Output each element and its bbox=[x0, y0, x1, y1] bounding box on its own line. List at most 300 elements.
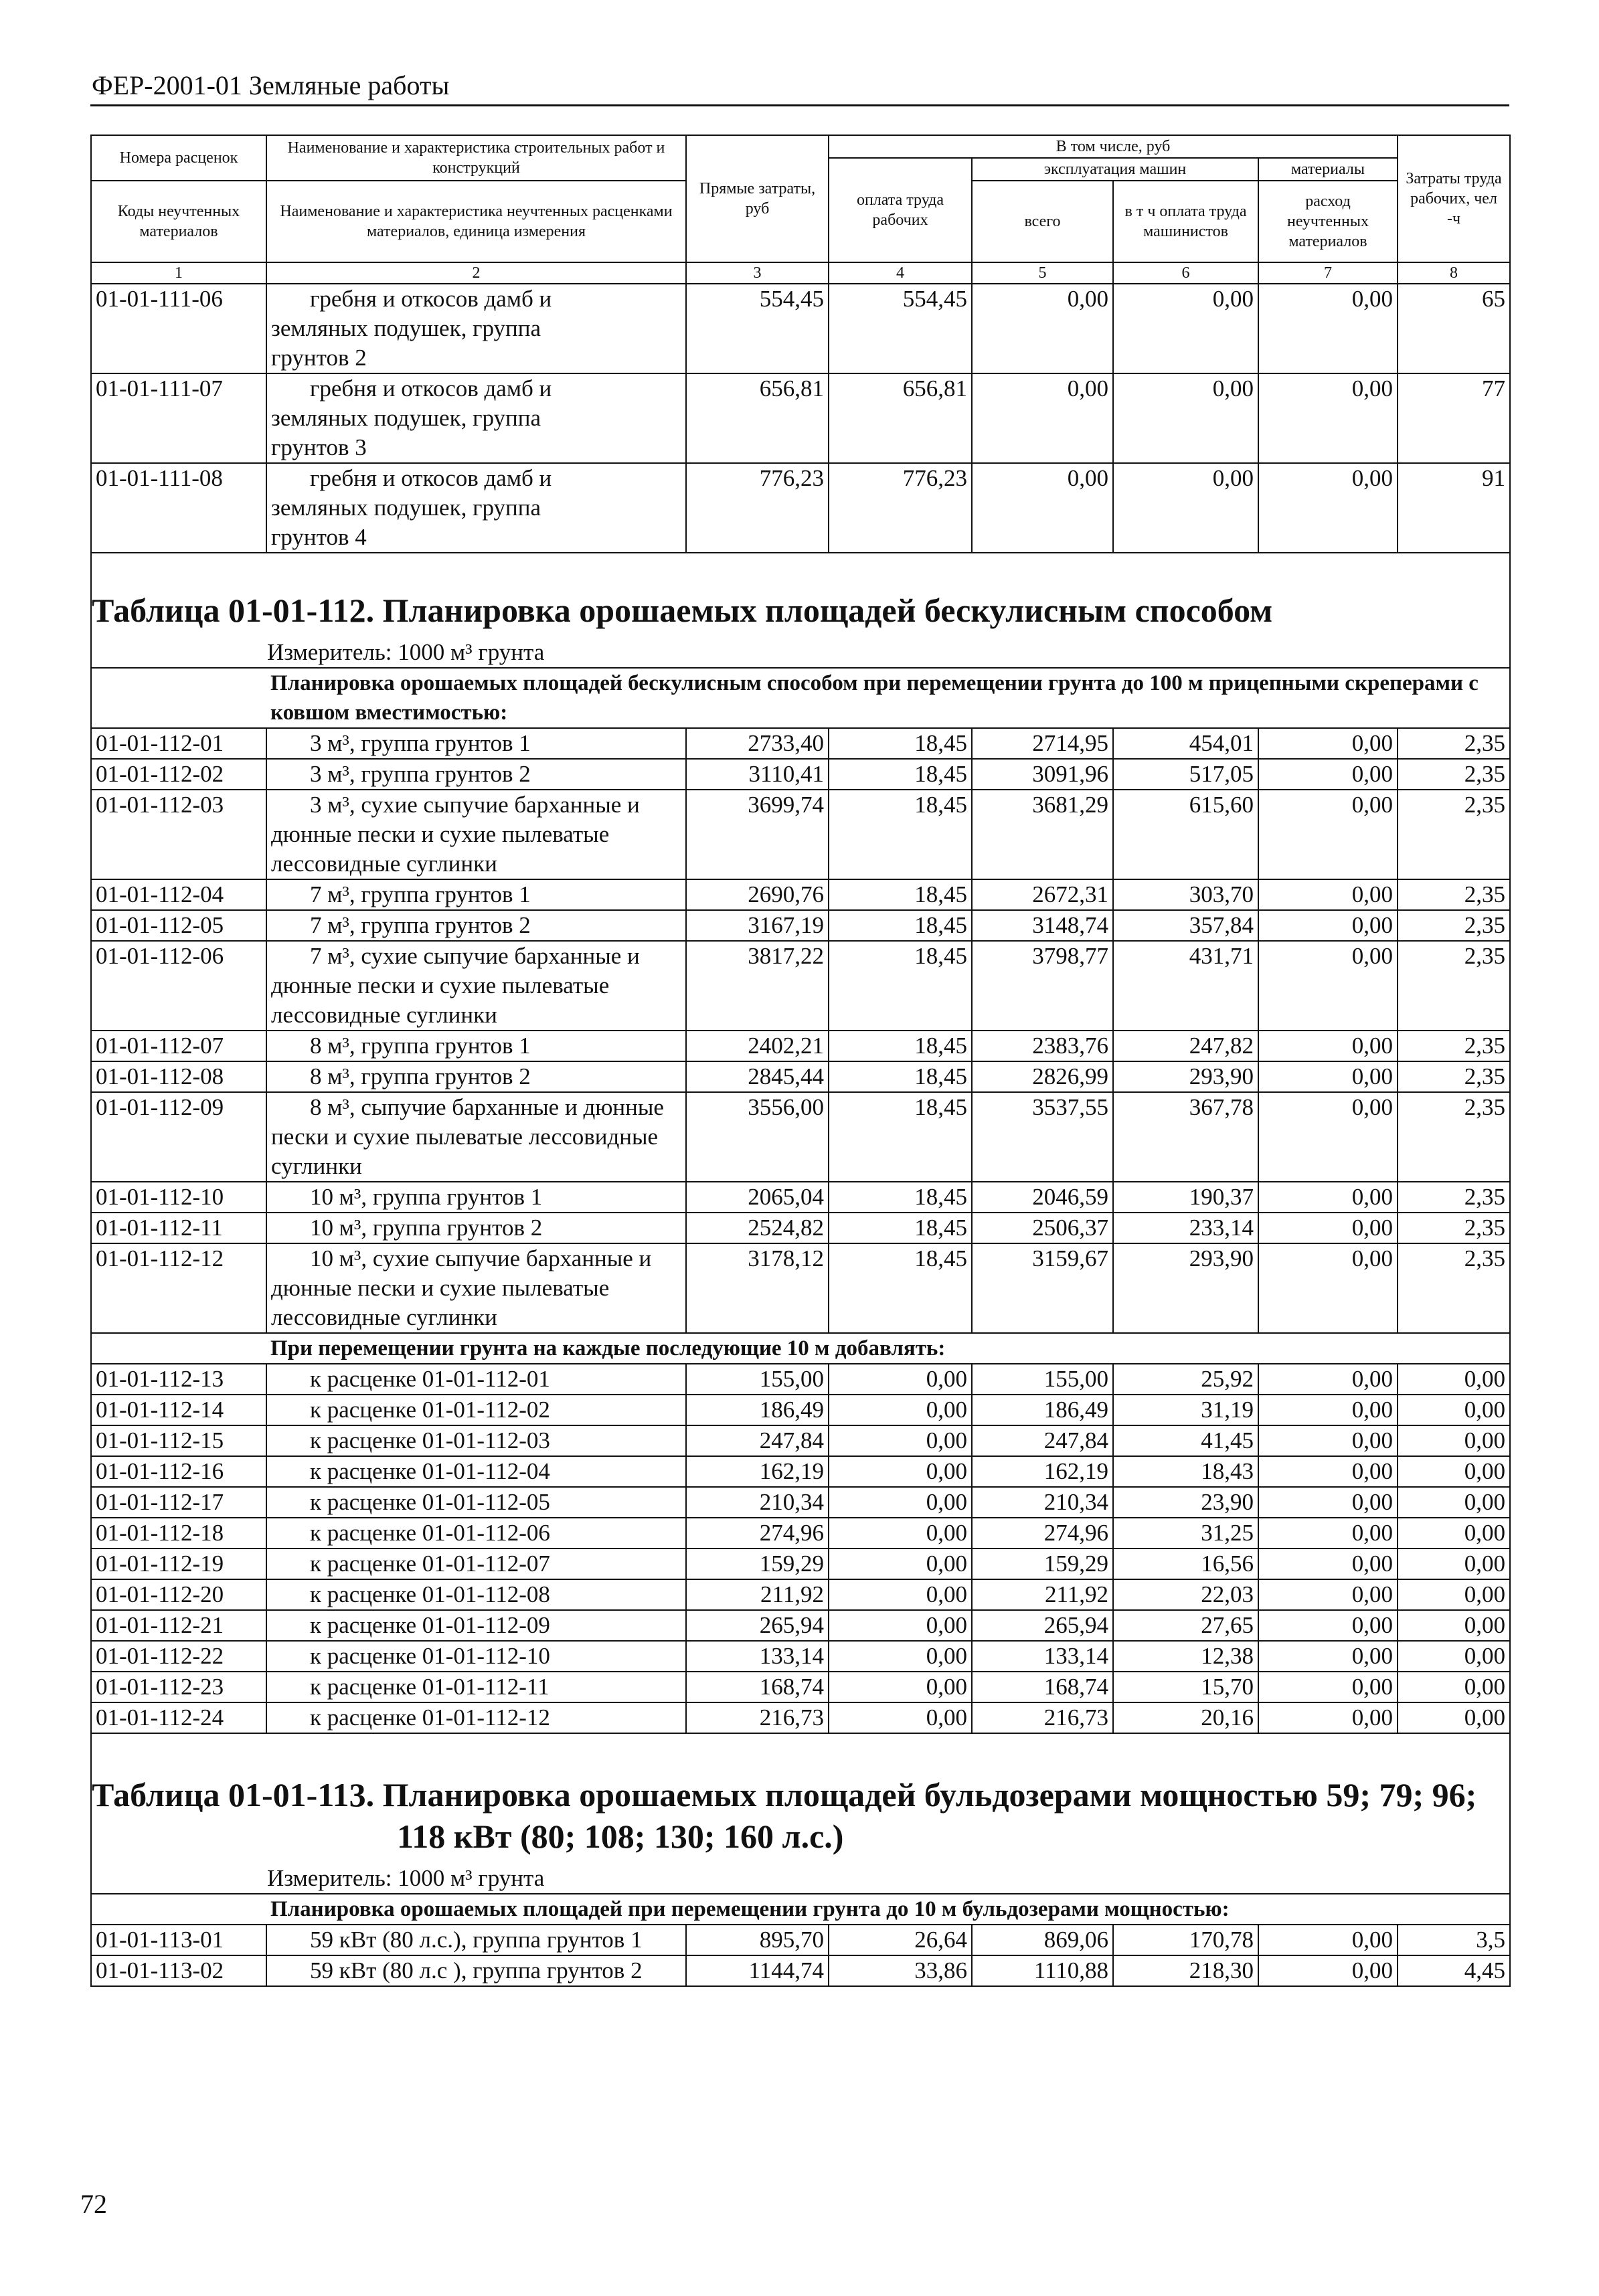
work-name: к расценке 01-01-112-10 bbox=[266, 1641, 686, 1672]
labor-hours: 2,35 bbox=[1398, 910, 1510, 941]
machines-total: 168,74 bbox=[972, 1672, 1113, 1702]
col-header-rate-number: Номера расценок bbox=[91, 135, 266, 181]
labor-hours: 0,00 bbox=[1398, 1549, 1510, 1579]
col-header-including: В том числе, руб bbox=[829, 135, 1398, 158]
labor-pay: 656,81 bbox=[829, 373, 972, 463]
material-consumption: 0,00 bbox=[1258, 941, 1398, 1031]
direct-costs: 210,34 bbox=[686, 1487, 829, 1518]
rate-code: 01-01-112-19 bbox=[91, 1549, 266, 1579]
material-consumption: 0,00 bbox=[1258, 1031, 1398, 1061]
material-consumption: 0,00 bbox=[1258, 1061, 1398, 1092]
work-name: 7 м³, сухие сыпучие барханные и дюнные пески и сухие пылеватые лессовидные суглинки bbox=[266, 941, 686, 1031]
direct-costs: 554,45 bbox=[686, 284, 829, 373]
column-number: 7 bbox=[1258, 262, 1398, 284]
table-row bbox=[91, 879, 1510, 910]
work-name-line: гребня и откосов дамб и bbox=[310, 465, 552, 491]
labor-hours: 91 bbox=[1398, 463, 1510, 553]
operators-pay: 0,00 bbox=[1113, 373, 1258, 463]
labor-hours: 0,00 bbox=[1398, 1641, 1510, 1672]
labor-pay: 18,45 bbox=[829, 910, 972, 941]
operators-pay: 12,38 bbox=[1113, 1641, 1258, 1672]
machines-total: 155,00 bbox=[972, 1364, 1113, 1395]
rate-code: 01-01-112-15 bbox=[91, 1425, 266, 1456]
labor-hours: 0,00 bbox=[1398, 1579, 1510, 1610]
direct-costs: 3699,74 bbox=[686, 790, 829, 879]
operators-pay: 16,56 bbox=[1113, 1549, 1258, 1579]
labor-hours: 0,00 bbox=[1398, 1395, 1510, 1425]
work-name: к расценке 01-01-112-03 bbox=[266, 1425, 686, 1456]
work-name bbox=[266, 463, 686, 553]
labor-hours: 2,35 bbox=[1398, 1092, 1510, 1182]
machines-total: 211,92 bbox=[972, 1579, 1113, 1610]
labor-pay: 554,45 bbox=[829, 284, 972, 373]
work-name bbox=[266, 284, 686, 373]
rate-code: 01-01-112-05 bbox=[91, 910, 266, 941]
table-row bbox=[91, 1610, 1510, 1641]
operators-pay: 23,90 bbox=[1113, 1487, 1258, 1518]
rate-code: 01-01-112-14 bbox=[91, 1395, 266, 1425]
machines-total: 3148,74 bbox=[972, 910, 1113, 941]
direct-costs: 162,19 bbox=[686, 1456, 829, 1487]
work-name-line: грунтов 2 bbox=[271, 345, 367, 371]
material-consumption: 0,00 bbox=[1258, 1549, 1398, 1579]
operators-pay: 431,71 bbox=[1113, 941, 1258, 1031]
work-name: к расценке 01-01-112-09 bbox=[266, 1610, 686, 1641]
labor-hours: 2,35 bbox=[1398, 941, 1510, 1031]
work-name bbox=[266, 373, 686, 463]
col-header-machines-total: всего bbox=[972, 181, 1113, 262]
labor-pay: 0,00 bbox=[829, 1518, 972, 1549]
material-consumption: 0,00 bbox=[1258, 463, 1398, 553]
page-number: 72 bbox=[80, 2189, 107, 2219]
labor-pay: 0,00 bbox=[829, 1425, 972, 1456]
col-header-labor-pay: оплата труда рабочих bbox=[829, 158, 972, 262]
operators-pay: 367,78 bbox=[1113, 1092, 1258, 1182]
col-header-material-consumption: расход неучтенных материалов bbox=[1258, 181, 1398, 262]
machines-total: 210,34 bbox=[972, 1487, 1113, 1518]
machines-total: 0,00 bbox=[972, 373, 1113, 463]
labor-hours: 2,35 bbox=[1398, 1031, 1510, 1061]
table-113-title-line-2: 118 кВт (80; 108; 130; 160 л.с.) bbox=[397, 1818, 844, 1855]
column-number: 2 bbox=[266, 262, 686, 284]
rate-code: 01-01-112-10 bbox=[91, 1182, 266, 1213]
labor-hours: 2,35 bbox=[1398, 1213, 1510, 1243]
rate-code: 01-01-112-20 bbox=[91, 1579, 266, 1610]
machines-total: 186,49 bbox=[972, 1395, 1113, 1425]
col-header-materials: материалы bbox=[1258, 158, 1398, 181]
material-consumption: 0,00 bbox=[1258, 1702, 1398, 1733]
work-name: к расценке 01-01-112-07 bbox=[266, 1549, 686, 1579]
labor-pay: 0,00 bbox=[829, 1641, 972, 1672]
machines-total: 3091,96 bbox=[972, 759, 1113, 790]
work-name: 59 кВт (80 л.с.), группа грунтов 1 bbox=[266, 1925, 686, 1955]
rate-code: 01-01-112-13 bbox=[91, 1364, 266, 1395]
labor-pay: 0,00 bbox=[829, 1579, 972, 1610]
operators-pay: 31,19 bbox=[1113, 1395, 1258, 1425]
direct-costs: 656,81 bbox=[686, 373, 829, 463]
table-row bbox=[91, 1955, 1510, 1986]
direct-costs: 2524,82 bbox=[686, 1213, 829, 1243]
machines-total: 0,00 bbox=[972, 284, 1113, 373]
machines-total: 1110,88 bbox=[972, 1955, 1113, 1986]
col-header-operators-pay: в т ч оплата труда машинистов bbox=[1113, 181, 1258, 262]
table-112-title: Таблица 01-01-112. Планировка орошаемых площадей бескулисным способом bbox=[92, 592, 1273, 629]
machines-total: 159,29 bbox=[972, 1549, 1113, 1579]
work-name-line: земляных подушек, группа bbox=[271, 315, 541, 341]
material-consumption: 0,00 bbox=[1258, 1641, 1398, 1672]
operators-pay: 303,70 bbox=[1113, 879, 1258, 910]
direct-costs: 1144,74 bbox=[686, 1955, 829, 1986]
rate-code: 01-01-112-18 bbox=[91, 1518, 266, 1549]
rate-code: 01-01-112-03 bbox=[91, 790, 266, 879]
material-consumption: 0,00 bbox=[1258, 790, 1398, 879]
column-numbers-row bbox=[91, 262, 1510, 284]
labor-hours: 0,00 bbox=[1398, 1702, 1510, 1733]
labor-hours: 2,35 bbox=[1398, 759, 1510, 790]
table-row bbox=[91, 1031, 1510, 1061]
direct-costs: 2733,40 bbox=[686, 728, 829, 759]
operators-pay: 293,90 bbox=[1113, 1061, 1258, 1092]
direct-costs: 155,00 bbox=[686, 1364, 829, 1395]
rate-code: 01-01-112-12 bbox=[91, 1243, 266, 1333]
operators-pay: 15,70 bbox=[1113, 1672, 1258, 1702]
rate-code: 01-01-113-01 bbox=[91, 1925, 266, 1955]
labor-hours: 2,35 bbox=[1398, 790, 1510, 879]
labor-pay: 0,00 bbox=[829, 1549, 972, 1579]
direct-costs: 3556,00 bbox=[686, 1092, 829, 1182]
table-row bbox=[91, 1456, 1510, 1487]
running-header: ФЕР-2001-01 Земляные работы bbox=[90, 67, 1509, 106]
table-row bbox=[91, 1925, 1510, 1955]
machines-total: 3159,67 bbox=[972, 1243, 1113, 1333]
labor-hours: 0,00 bbox=[1398, 1610, 1510, 1641]
table-row bbox=[91, 1395, 1510, 1425]
table-row bbox=[91, 1672, 1510, 1702]
operators-pay: 41,45 bbox=[1113, 1425, 1258, 1456]
operators-pay: 0,00 bbox=[1113, 284, 1258, 373]
table-row bbox=[91, 941, 1510, 1031]
work-name: к расценке 01-01-112-05 bbox=[266, 1487, 686, 1518]
labor-pay: 18,45 bbox=[829, 1182, 972, 1213]
material-consumption: 0,00 bbox=[1258, 1395, 1398, 1425]
operators-pay: 615,60 bbox=[1113, 790, 1258, 879]
col-header-machines: эксплуатация машин bbox=[972, 158, 1258, 181]
direct-costs: 168,74 bbox=[686, 1672, 829, 1702]
direct-costs: 2845,44 bbox=[686, 1061, 829, 1092]
operators-pay: 517,05 bbox=[1113, 759, 1258, 790]
machines-total: 0,00 bbox=[972, 463, 1113, 553]
work-name: 10 м³, группа грунтов 1 bbox=[266, 1182, 686, 1213]
material-consumption: 0,00 bbox=[1258, 910, 1398, 941]
direct-costs: 2402,21 bbox=[686, 1031, 829, 1061]
machines-total: 869,06 bbox=[972, 1925, 1113, 1955]
work-name: 10 м³, группа грунтов 2 bbox=[266, 1213, 686, 1243]
column-number: 1 bbox=[91, 262, 266, 284]
work-name-line: гребня и откосов дамб и bbox=[310, 375, 552, 402]
machines-total: 2383,76 bbox=[972, 1031, 1113, 1061]
labor-hours: 0,00 bbox=[1398, 1518, 1510, 1549]
table-112-section: Планировка орошаемых площадей бескулисным способом при перемещении грунта до 100 м прицепными скреперами с ковшом вместимостью: bbox=[266, 668, 1510, 728]
labor-pay: 18,45 bbox=[829, 1092, 972, 1182]
col-header-work-name: Наименование и характеристика строительных работ и конструкций bbox=[266, 135, 686, 181]
work-name: к расценке 01-01-112-04 bbox=[266, 1456, 686, 1487]
work-name: 59 кВт (80 л.с ), группа грунтов 2 bbox=[266, 1955, 686, 1986]
rate-code: 01-01-112-16 bbox=[91, 1456, 266, 1487]
col-header-labor-hours: Затраты труда рабочих, чел -ч bbox=[1398, 135, 1510, 262]
material-consumption: 0,00 bbox=[1258, 1182, 1398, 1213]
labor-hours: 65 bbox=[1398, 284, 1510, 373]
labor-pay: 0,00 bbox=[829, 1610, 972, 1641]
work-name: 7 м³, группа грунтов 2 bbox=[266, 910, 686, 941]
labor-hours: 0,00 bbox=[1398, 1364, 1510, 1395]
rate-code: 01-01-112-24 bbox=[91, 1702, 266, 1733]
work-name-line: земляных подушек, группа bbox=[271, 495, 541, 521]
machines-total: 2046,59 bbox=[972, 1182, 1113, 1213]
direct-costs: 133,14 bbox=[686, 1641, 829, 1672]
labor-pay: 0,00 bbox=[829, 1364, 972, 1395]
rate-code: 01-01-112-21 bbox=[91, 1610, 266, 1641]
machines-total: 162,19 bbox=[972, 1456, 1113, 1487]
material-consumption: 0,00 bbox=[1258, 1518, 1398, 1549]
rate-code: 01-01-112-08 bbox=[91, 1061, 266, 1092]
column-number: 8 bbox=[1398, 262, 1510, 284]
work-name-line: гребня и откосов дамб и bbox=[310, 286, 552, 312]
column-number: 6 bbox=[1113, 262, 1258, 284]
direct-costs: 274,96 bbox=[686, 1518, 829, 1549]
material-consumption: 0,00 bbox=[1258, 284, 1398, 373]
col-header-material-codes: Коды неучтенных материалов bbox=[91, 181, 266, 262]
labor-pay: 0,00 bbox=[829, 1702, 972, 1733]
material-consumption: 0,00 bbox=[1258, 1213, 1398, 1243]
direct-costs: 2065,04 bbox=[686, 1182, 829, 1213]
table-row bbox=[91, 373, 1510, 463]
work-name-line: грунтов 4 bbox=[271, 524, 367, 550]
labor-hours: 2,35 bbox=[1398, 1243, 1510, 1333]
labor-pay: 26,64 bbox=[829, 1925, 972, 1955]
labor-pay: 18,45 bbox=[829, 1243, 972, 1333]
rate-code: 01-01-112-07 bbox=[91, 1031, 266, 1061]
operators-pay: 293,90 bbox=[1113, 1243, 1258, 1333]
rate-code: 01-01-112-01 bbox=[91, 728, 266, 759]
table-row bbox=[91, 463, 1510, 553]
work-name: 8 м³, группа грунтов 2 bbox=[266, 1061, 686, 1092]
material-consumption: 0,00 bbox=[1258, 1487, 1398, 1518]
machines-total: 2506,37 bbox=[972, 1213, 1113, 1243]
table-row bbox=[91, 1641, 1510, 1672]
rate-code: 01-01-112-02 bbox=[91, 759, 266, 790]
table-row bbox=[91, 1487, 1510, 1518]
table-112-section-2: При перемещении грунта на каждые последующие 10 м добавлять: bbox=[266, 1333, 1510, 1364]
machines-total: 274,96 bbox=[972, 1518, 1113, 1549]
material-consumption: 0,00 bbox=[1258, 1579, 1398, 1610]
machines-total: 247,84 bbox=[972, 1425, 1113, 1456]
operators-pay: 357,84 bbox=[1113, 910, 1258, 941]
table-row bbox=[91, 1213, 1510, 1243]
col-header-material-names: Наименование и характеристика неучтенных расценками материалов, единица измерения bbox=[266, 181, 686, 262]
labor-hours: 4,45 bbox=[1398, 1955, 1510, 1986]
table-113-title: Таблица 01-01-113. Планировка орошаемых площадей бульдозерами мощностью 59; 79; 96; bbox=[92, 1776, 1477, 1814]
labor-hours: 2,35 bbox=[1398, 728, 1510, 759]
col-header-direct-costs: Прямые затраты, руб bbox=[686, 135, 829, 262]
material-consumption: 0,00 bbox=[1258, 879, 1398, 910]
direct-costs: 3817,22 bbox=[686, 941, 829, 1031]
direct-costs: 3110,41 bbox=[686, 759, 829, 790]
operators-pay: 170,78 bbox=[1113, 1925, 1258, 1955]
rate-code: 01-01-112-06 bbox=[91, 941, 266, 1031]
direct-costs: 211,92 bbox=[686, 1579, 829, 1610]
material-consumption: 0,00 bbox=[1258, 1425, 1398, 1456]
operators-pay: 233,14 bbox=[1113, 1213, 1258, 1243]
work-name: к расценке 01-01-112-01 bbox=[266, 1364, 686, 1395]
labor-pay: 18,45 bbox=[829, 1213, 972, 1243]
labor-hours: 0,00 bbox=[1398, 1487, 1510, 1518]
work-name: 8 м³, группа грунтов 1 bbox=[266, 1031, 686, 1061]
rate-code: 01-01-113-02 bbox=[91, 1955, 266, 1986]
machines-total: 2826,99 bbox=[972, 1061, 1113, 1092]
table-row bbox=[91, 728, 1510, 759]
rates-table bbox=[90, 135, 1511, 1987]
table-row bbox=[91, 1425, 1510, 1456]
material-consumption: 0,00 bbox=[1258, 1955, 1398, 1986]
table-row bbox=[91, 1182, 1510, 1213]
direct-costs: 265,94 bbox=[686, 1610, 829, 1641]
operators-pay: 18,43 bbox=[1113, 1456, 1258, 1487]
labor-pay: 0,00 bbox=[829, 1456, 972, 1487]
table-row bbox=[91, 1243, 1510, 1333]
operators-pay: 22,03 bbox=[1113, 1579, 1258, 1610]
rate-code: 01-01-112-23 bbox=[91, 1672, 266, 1702]
labor-pay: 0,00 bbox=[829, 1395, 972, 1425]
material-consumption: 0,00 bbox=[1258, 373, 1398, 463]
work-name: 7 м³, группа грунтов 1 bbox=[266, 879, 686, 910]
material-consumption: 0,00 bbox=[1258, 1243, 1398, 1333]
rate-code: 01-01-112-11 bbox=[91, 1213, 266, 1243]
direct-costs: 776,23 bbox=[686, 463, 829, 553]
labor-pay: 18,45 bbox=[829, 1061, 972, 1092]
operators-pay: 190,37 bbox=[1113, 1182, 1258, 1213]
work-name: к расценке 01-01-112-08 bbox=[266, 1579, 686, 1610]
operators-pay: 454,01 bbox=[1113, 728, 1258, 759]
table-row bbox=[91, 759, 1510, 790]
material-consumption: 0,00 bbox=[1258, 1672, 1398, 1702]
work-name: к расценке 01-01-112-12 bbox=[266, 1702, 686, 1733]
labor-hours: 2,35 bbox=[1398, 1061, 1510, 1092]
labor-hours: 0,00 bbox=[1398, 1425, 1510, 1456]
material-consumption: 0,00 bbox=[1258, 1925, 1398, 1955]
material-consumption: 0,00 bbox=[1258, 728, 1398, 759]
table-row bbox=[91, 284, 1510, 373]
direct-costs: 3178,12 bbox=[686, 1243, 829, 1333]
work-name: 8 м³, сыпучие барханные и дюнные пески и сухие пылеватые лессовидные суглинки bbox=[266, 1092, 686, 1182]
work-name: к расценке 01-01-112-02 bbox=[266, 1395, 686, 1425]
rate-code: 01-01-112-09 bbox=[91, 1092, 266, 1182]
table-row bbox=[91, 1549, 1510, 1579]
table-row bbox=[91, 1579, 1510, 1610]
machines-total: 133,14 bbox=[972, 1641, 1113, 1672]
machines-total: 2714,95 bbox=[972, 728, 1113, 759]
labor-pay: 18,45 bbox=[829, 941, 972, 1031]
machines-total: 216,73 bbox=[972, 1702, 1113, 1733]
work-name: к расценке 01-01-112-06 bbox=[266, 1518, 686, 1549]
labor-pay: 0,00 bbox=[829, 1672, 972, 1702]
machines-total: 3681,29 bbox=[972, 790, 1113, 879]
operators-pay: 25,92 bbox=[1113, 1364, 1258, 1395]
operators-pay: 0,00 bbox=[1113, 463, 1258, 553]
labor-hours: 0,00 bbox=[1398, 1456, 1510, 1487]
work-name: к расценке 01-01-112-11 bbox=[266, 1672, 686, 1702]
labor-hours: 3,5 bbox=[1398, 1925, 1510, 1955]
material-consumption: 0,00 bbox=[1258, 1092, 1398, 1182]
rate-code: 01-01-111-06 bbox=[91, 284, 266, 373]
labor-pay: 18,45 bbox=[829, 1031, 972, 1061]
direct-costs: 159,29 bbox=[686, 1549, 829, 1579]
column-number: 5 bbox=[972, 262, 1113, 284]
machines-total: 2672,31 bbox=[972, 879, 1113, 910]
work-name: 3 м³, группа грунтов 2 bbox=[266, 759, 686, 790]
operators-pay: 20,16 bbox=[1113, 1702, 1258, 1733]
labor-pay: 33,86 bbox=[829, 1955, 972, 1986]
labor-hours: 0,00 bbox=[1398, 1672, 1510, 1702]
table-112-measure: Измеритель: 1000 м³ грунта bbox=[267, 639, 545, 665]
direct-costs: 2690,76 bbox=[686, 879, 829, 910]
table-row bbox=[91, 1518, 1510, 1549]
operators-pay: 247,82 bbox=[1113, 1031, 1258, 1061]
direct-costs: 247,84 bbox=[686, 1425, 829, 1456]
direct-costs: 186,49 bbox=[686, 1395, 829, 1425]
direct-costs: 895,70 bbox=[686, 1925, 829, 1955]
labor-hours: 2,35 bbox=[1398, 1182, 1510, 1213]
table-113-section: Планировка орошаемых площадей при перемещении грунта до 10 м бульдозерами мощностью: bbox=[266, 1894, 1510, 1925]
table-row bbox=[91, 790, 1510, 879]
rate-code: 01-01-112-17 bbox=[91, 1487, 266, 1518]
operators-pay: 218,30 bbox=[1113, 1955, 1258, 1986]
machines-total: 265,94 bbox=[972, 1610, 1113, 1641]
table-row bbox=[91, 1092, 1510, 1182]
work-name-line: земляных подушек, группа bbox=[271, 405, 541, 431]
work-name: 3 м³, сухие сыпучие барханные и дюнные пески и сухие пылеватые лессовидные суглинки bbox=[266, 790, 686, 879]
material-consumption: 0,00 bbox=[1258, 1364, 1398, 1395]
column-number: 4 bbox=[829, 262, 972, 284]
material-consumption: 0,00 bbox=[1258, 759, 1398, 790]
direct-costs: 216,73 bbox=[686, 1702, 829, 1733]
machines-total: 3537,55 bbox=[972, 1092, 1113, 1182]
column-number: 3 bbox=[686, 262, 829, 284]
rate-code: 01-01-112-22 bbox=[91, 1641, 266, 1672]
table-113-measure: Измеритель: 1000 м³ грунта bbox=[267, 1865, 545, 1891]
work-name: 10 м³, сухие сыпучие барханные и дюнные пески и сухие пылеватые лессовидные суглинки bbox=[266, 1243, 686, 1333]
rate-code: 01-01-111-08 bbox=[91, 463, 266, 553]
table-row bbox=[91, 910, 1510, 941]
direct-costs: 3167,19 bbox=[686, 910, 829, 941]
labor-pay: 18,45 bbox=[829, 879, 972, 910]
rate-code: 01-01-112-04 bbox=[91, 879, 266, 910]
labor-pay: 18,45 bbox=[829, 759, 972, 790]
rate-code: 01-01-111-07 bbox=[91, 373, 266, 463]
labor-pay: 18,45 bbox=[829, 790, 972, 879]
work-name-line: грунтов 3 bbox=[271, 434, 367, 460]
table-row bbox=[91, 1364, 1510, 1395]
table-row bbox=[91, 1702, 1510, 1733]
work-name: 3 м³, группа грунтов 1 bbox=[266, 728, 686, 759]
machines-total: 3798,77 bbox=[972, 941, 1113, 1031]
labor-pay: 18,45 bbox=[829, 728, 972, 759]
labor-pay: 776,23 bbox=[829, 463, 972, 553]
material-consumption: 0,00 bbox=[1258, 1456, 1398, 1487]
operators-pay: 27,65 bbox=[1113, 1610, 1258, 1641]
operators-pay: 31,25 bbox=[1113, 1518, 1258, 1549]
table-row bbox=[91, 1061, 1510, 1092]
labor-pay: 0,00 bbox=[829, 1487, 972, 1518]
